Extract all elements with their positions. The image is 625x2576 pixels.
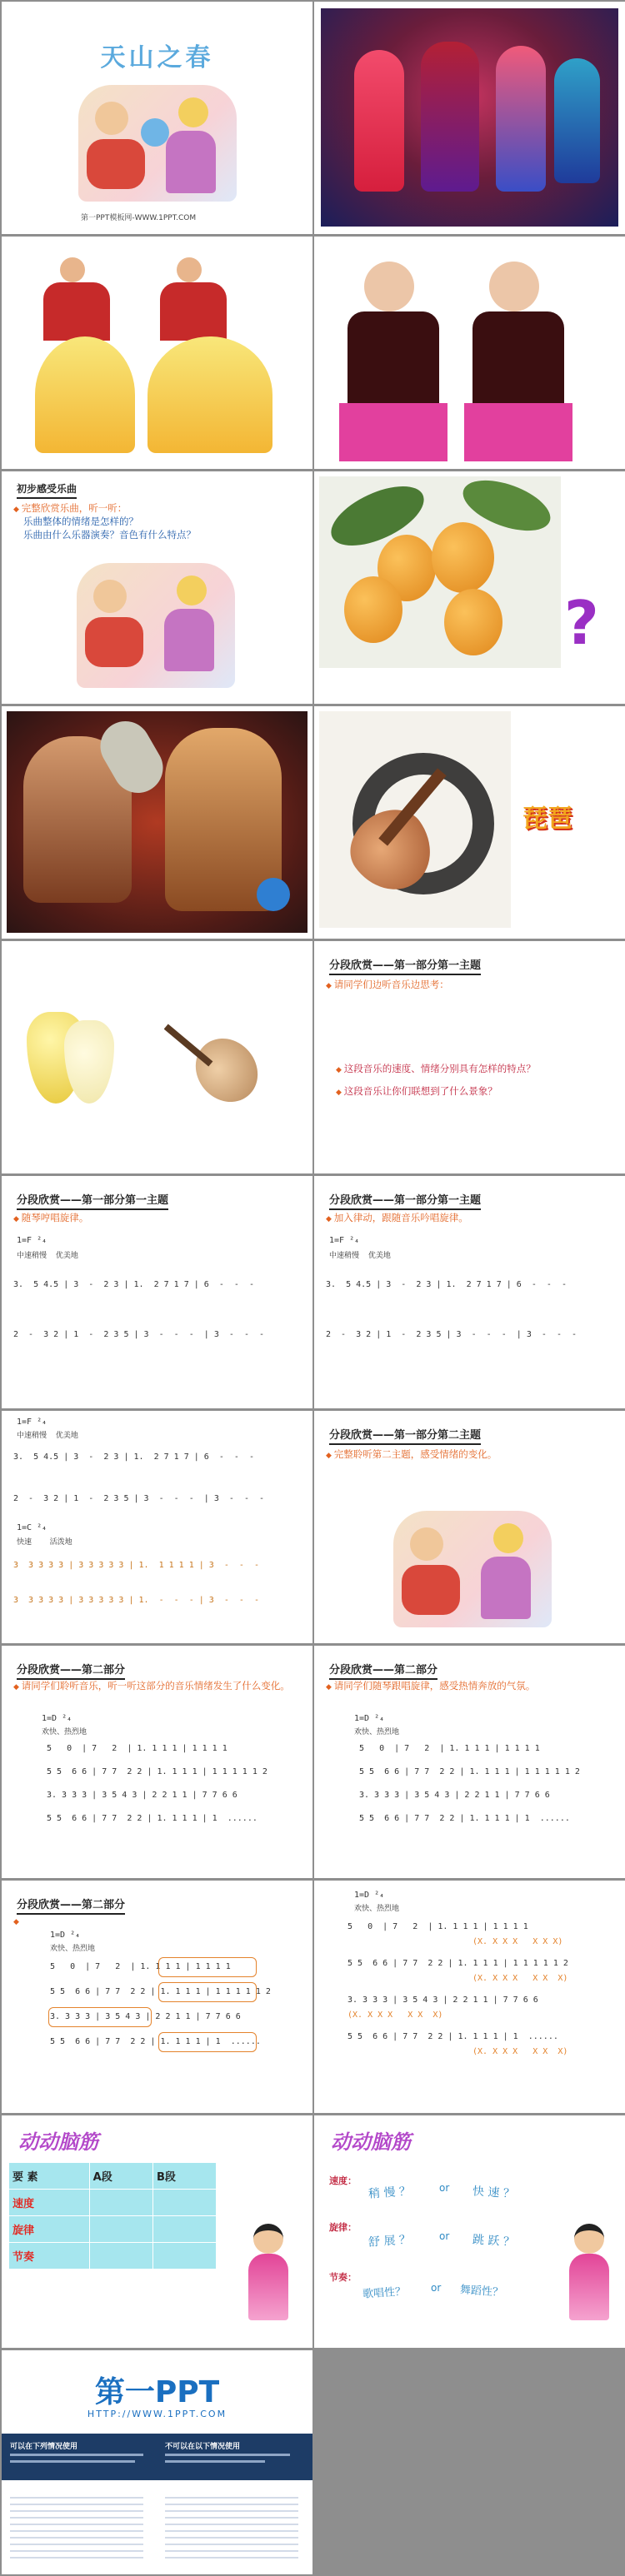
pipa-image (164, 1004, 272, 1112)
slide-brainstorm-table[interactable] (2, 2115, 312, 2348)
slide-loquat[interactable] (314, 471, 625, 704)
score-line-1: 3. 5 4.5 | 3 - 2 3 | 1. 2 7 1 7 | 6 - - - (13, 1452, 254, 1462)
slide-pear-pipa[interactable] (2, 941, 312, 1173)
girl-illustration (564, 2224, 614, 2324)
or-3: or (431, 2282, 442, 2294)
score-row-3: 3. 3 3 3 | 3 5 4 3 | 2 2 1 1 | 7 7 6 6 (50, 2012, 241, 2021)
label-melody: 旋律： (329, 2222, 357, 2233)
table-cell[interactable] (153, 2216, 217, 2243)
link-list-right (165, 2492, 298, 2559)
key-signature: 1=D ²₄ (42, 1714, 72, 1723)
highlight-box (48, 2007, 152, 2027)
allowed-heading: 可以在下列情况使用 (10, 2443, 78, 2451)
slide-photo-dancers[interactable] (314, 2, 625, 234)
score-row-3: 3. 3 3 3 | 3 5 4 3 | 2 2 1 1 | 7 7 6 6 (359, 1791, 550, 1800)
table-header: 要 素 (9, 2163, 90, 2190)
score-row-2: 5 5 6 6 | 7 7 2 2 | 1. 1 1 1 | 1 1 1 1 1 2 (348, 1959, 568, 1968)
tempo-marking-2: 快速 活泼地 (17, 1538, 72, 1547)
score-row-3: 3. 3 3 3 | 3 5 4 3 | 2 2 1 1 | 7 7 6 6 (47, 1791, 238, 1800)
pipa-ink-painting (319, 711, 511, 928)
slide-first-listen[interactable] (2, 471, 312, 704)
score-row-1: 5 0 | 7 2 | 1. 1 1 1 | 1 1 1 1 (50, 1962, 231, 1971)
pipa-word: 琵琶 (522, 805, 572, 834)
score-line-1: 3. 5 4.5 | 3 - 2 3 | 1. 2 7 1 7 | 6 - - - (13, 1280, 254, 1289)
score-row-4: 5 5 6 6 | 7 7 2 2 | 1. 1 1 1 | 1 ...... (348, 2032, 558, 2041)
key-signature-2: 1=C ²₄ (17, 1523, 48, 1532)
tempo-marking: 欢快、热烈地 (354, 1905, 400, 1913)
slide-section2-listen[interactable] (2, 1646, 312, 1878)
score-line-2: 2 - 3 2 | 1 - 2 3 5 | 3 - - - | 3 - - - (13, 1494, 265, 1503)
girl-illustration (243, 2224, 293, 2324)
brand-logo: 第一PPT (94, 2375, 220, 2409)
tempo-marking: 欢快、热烈地 (50, 1945, 96, 1953)
rhythm-row-3: (X. X X X X X X) (348, 2010, 443, 2020)
forbidden-heading: 不可以在以下情况使用 (165, 2443, 241, 2451)
slide-two-girls[interactable] (314, 237, 625, 469)
bullet-text: ◆ 加入律动，跟随音乐吟唱旋律。 (326, 1211, 468, 1226)
slide-brainstorm-options[interactable] (314, 2115, 625, 2348)
question-2: 乐曲由什么乐器演奏？音色有什么特点？ (23, 529, 196, 541)
slide-section2-sing[interactable] (314, 1646, 625, 1878)
slide-header: 初步感受乐曲 (17, 481, 77, 499)
tempo-marking: 中速稍慢 优美地 (17, 1252, 78, 1260)
score-line-2: 2 - 3 2 | 1 - 2 3 5 | 3 - - - | 3 - - - (13, 1330, 265, 1339)
key-signature: 1=F ²₄ (17, 1236, 48, 1245)
loquat-photo (319, 476, 561, 668)
slide-two-dancers[interactable] (2, 237, 312, 469)
tempo-marking: 中速稍慢 优美地 (329, 1252, 391, 1260)
option-singing: 歌唱性？ (362, 2285, 407, 2301)
usage-bar (2, 2434, 312, 2480)
two-girls-photo (331, 245, 610, 461)
tempo-marking: 欢快、热烈地 (42, 1728, 88, 1736)
slide-header: 分段欣赏——第二部分 (17, 1896, 125, 1915)
slide-header: 分段欣赏——第一部分第一主题 (329, 1191, 481, 1210)
dancers-illustration (393, 1511, 552, 1627)
score-line-2: 2 - 3 2 | 1 - 2 3 5 | 3 - - - | 3 - - - (326, 1330, 578, 1339)
score-row-2: 5 5 6 6 | 7 7 2 2 | 1. 1 1 1 | 1 1 1 1 1 2 (359, 1767, 580, 1776)
question-1: ◆ 这段音乐的速度、情绪分别具有怎样的特点？ (336, 1062, 536, 1077)
table-header: A段 (89, 2163, 152, 2190)
key-signature: 1=F ²₄ (329, 1236, 360, 1245)
slide-credit: 第一PPT模板网-WWW.1PPT.COM (81, 214, 197, 222)
table-row-label: 旋律 (9, 2216, 90, 2243)
slide-header: 分段欣赏——第一部分第一主题 (329, 956, 481, 975)
question-mark: ? (564, 588, 599, 658)
option-slow: 稍 慢 ？ (368, 2185, 412, 2201)
question-2: ◆ 这段音乐让你们联想到了什么景象？ (336, 1084, 498, 1099)
rhythm-row-4: (X. X X X X X X) (472, 2047, 568, 2056)
slide-header: 分段欣赏——第一部分第二主题 (329, 1426, 481, 1445)
tempo-marking: 欢快、热烈地 (354, 1728, 400, 1736)
score-row-1: 5 0 | 7 2 | 1. 1 1 1 | 1 1 1 1 (47, 1744, 228, 1753)
slide-hum-melody[interactable] (2, 1176, 312, 1408)
slide-ppt-credits[interactable] (2, 2350, 312, 2574)
score-row-2: 5 5 6 6 | 7 7 2 2 | 1. 1 1 1 | 1 1 1 1 1 2 (50, 1987, 271, 1996)
yellow-dress-dancers (35, 245, 277, 461)
highlight-box (158, 2032, 257, 2052)
score-row-4: 5 5 6 6 | 7 7 2 2 | 1. 1 1 1 | 1 ...... (47, 1814, 258, 1823)
or-2: or (439, 2230, 450, 2242)
mural-photo (7, 711, 308, 933)
or-1: or (439, 2182, 450, 2194)
key-signature: 1=D ²₄ (354, 1891, 385, 1900)
label-speed: 速度： (329, 2175, 357, 2186)
slide-header: 分段欣赏——第二部分 (17, 1661, 125, 1680)
slide-mural[interactable] (2, 706, 312, 939)
rhythm-row-2: (X. X X X X X X) (472, 1974, 568, 1983)
slide-section2-rhythm[interactable] (314, 1881, 625, 2113)
brand-url[interactable]: HTTP://WWW.1PPT.COM (87, 2409, 228, 2419)
bullet-text: ◆ 请同学们随琴跟唱旋律，感受热情奔放的气氛。 (326, 1679, 535, 1694)
score-row-4: 5 5 6 6 | 7 7 2 2 | 1. 1 1 1 | 1 ...... (50, 2037, 261, 2046)
slide-title-text: 天山之春 (100, 43, 214, 72)
elements-table (8, 2162, 217, 2270)
option-fast: 快 速 ？ (472, 2185, 516, 2201)
slide-section1-theme2[interactable] (314, 1411, 625, 1643)
score-row-4: 5 5 6 6 | 7 7 2 2 | 1. 1 1 1 | 1 ...... (359, 1814, 570, 1823)
bullet-text: ◆ 完整欣赏乐曲，听一听： (13, 501, 127, 516)
table-cell[interactable] (89, 2243, 152, 2270)
table-cell[interactable] (89, 2190, 152, 2216)
stage-photo (321, 8, 618, 227)
table-cell[interactable] (153, 2190, 217, 2216)
bullet-text: ◆ 请同学们聆听音乐，听一听这部分的音乐情绪发生了什么变化。 (13, 1679, 301, 1694)
slide-section1-theme1[interactable] (314, 941, 625, 1173)
option-jumpy: 跳 跃 ？ (472, 2233, 516, 2250)
slide-section2-boxes[interactable] (2, 1881, 312, 2113)
link-list-left (10, 2492, 143, 2559)
score-line-3: 3 3 3 3 3 | 3 3 3 3 3 | 1. 1 1 1 1 | 3 - - - (13, 1561, 260, 1570)
score-row-3: 3. 3 3 3 | 3 5 4 3 | 2 2 1 1 | 7 7 6 6 (348, 1996, 538, 2005)
table-cell[interactable] (89, 2216, 152, 2243)
slide-rhythm-sing[interactable] (314, 1176, 625, 1408)
key-signature: 1=D ²₄ (354, 1714, 385, 1723)
label-rhythm: 节奏： (329, 2272, 357, 2283)
bullet-text: ◆ 请同学们边听音乐边思考： (326, 978, 449, 993)
slide-header: 分段欣赏——第二部分 (329, 1661, 438, 1680)
slide-title: 动动脑筋 (18, 2130, 98, 2154)
rhythm-row-1: (X. X X X X X X) (472, 1937, 563, 1946)
bullet-text: ◆ 随琴哼唱旋律。 (13, 1211, 88, 1226)
slide-pipa[interactable] (314, 706, 625, 939)
tempo-marking: 中速稍慢 优美地 (17, 1432, 78, 1440)
slide-header: 分段欣赏——第一部分第一主题 (17, 1191, 168, 1210)
key-signature: 1=D ²₄ (50, 1931, 81, 1940)
table-header: B段 (153, 2163, 217, 2190)
option-dancing: 舞蹈性？ (459, 2284, 504, 2299)
table-row-label: 节奏 (9, 2243, 90, 2270)
question-1: 乐曲整体的情绪是怎样的？ (23, 516, 138, 527)
slide-title[interactable] (2, 2, 312, 234)
pear-image (18, 987, 131, 1120)
key-signature: 1=F ²₄ (17, 1418, 48, 1427)
dancers-illustration (78, 85, 237, 202)
highlight-box (158, 1957, 257, 1977)
option-smooth: 舒 展 ？ (368, 2233, 412, 2250)
table-cell[interactable] (153, 2243, 217, 2270)
score-line-4: 3 3 3 3 3 | 3 3 3 3 3 | 1. - - - | 3 - - - (13, 1596, 260, 1605)
slide-score-two-themes[interactable] (2, 1411, 312, 1643)
bullet-text: ◆ 完整聆听第二主题，感受情绪的变化。 (326, 1447, 497, 1462)
highlight-box (158, 1982, 257, 2002)
score-line-1: 3. 5 4.5 | 3 - 2 3 | 1. 2 7 1 7 | 6 - - - (326, 1280, 567, 1289)
slide-title: 动动脑筋 (331, 2130, 411, 2154)
table-row-label: 速度 (9, 2190, 90, 2216)
bullet-marker (13, 1914, 19, 1929)
score-row-1: 5 0 | 7 2 | 1. 1 1 1 | 1 1 1 1 (348, 1922, 528, 1931)
score-row-1: 5 0 | 7 2 | 1. 1 1 1 | 1 1 1 1 (359, 1744, 540, 1753)
score-row-2: 5 5 6 6 | 7 7 2 2 | 1. 1 1 1 | 1 1 1 1 1 2 (47, 1767, 268, 1776)
dancers-illustration (77, 563, 235, 688)
